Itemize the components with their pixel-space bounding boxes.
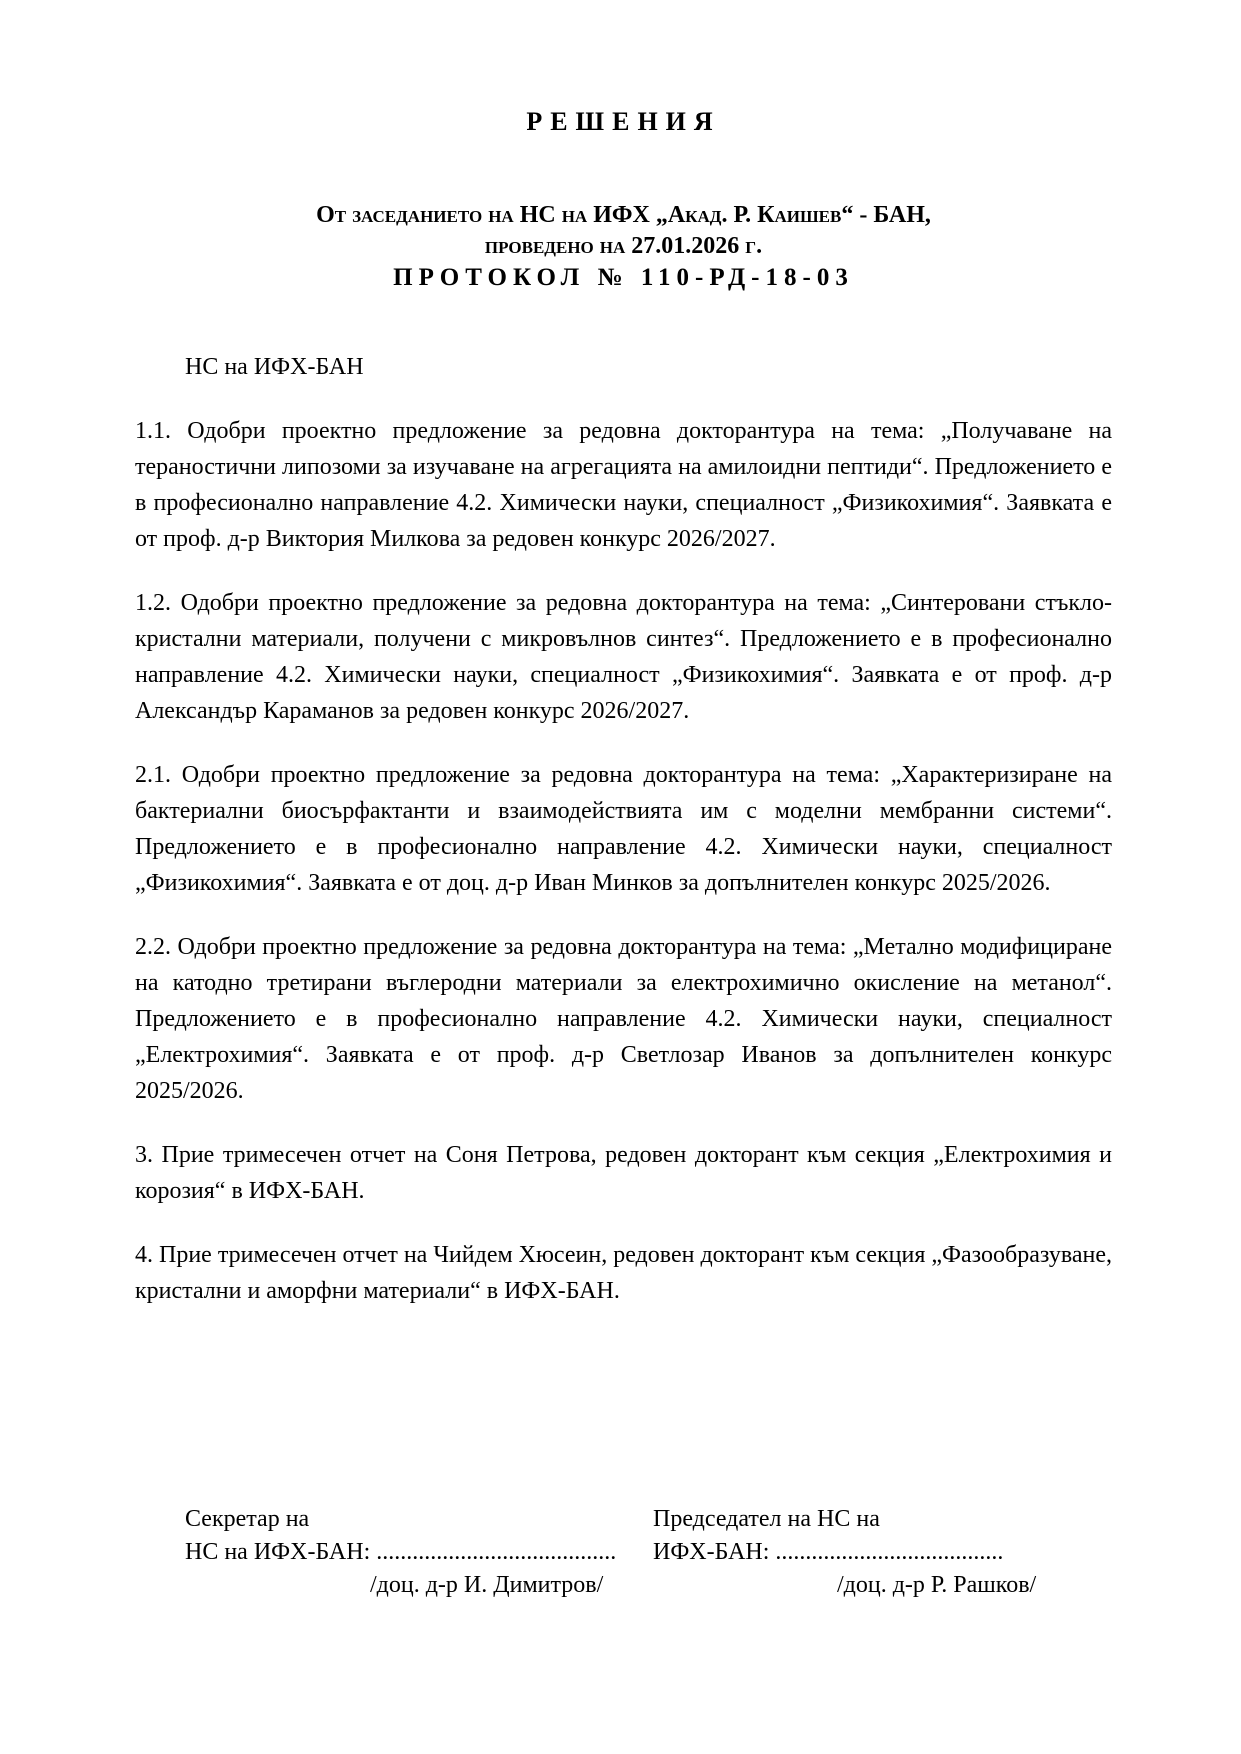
addressee-line: НС на ИФХ-БАН [185, 354, 364, 380]
secretary-signature-column [185, 1503, 618, 1602]
signature-block [135, 1503, 1112, 1602]
header-meeting-line: От заседанието на НС на ИФХ „Акад. Р. Каишев“ - БАН, [316, 202, 931, 228]
decision-paragraph-1-2: 1.2. Одобри проектно предложение за редовна докторантура на тема: „Синтеровани стъкло-кристални материали, получени с микровълнов синтез“. Предложението е в професионално направление 4.2. Химически науки, специалност „Физикохимия“. Заявката е от проф. д-р Александър Караманов за редовен конкурс 2026/2027. [135, 590, 1112, 724]
document-header-block [135, 200, 1112, 293]
secretary-role-line-1: Секретар на [185, 1506, 310, 1532]
chairman-signature-column [653, 1503, 1036, 1602]
decision-paragraph-1-1: 1.1. Одобри проектно предложение за редовна докторантура на тема: „Получаване на тераностични липозоми за изучаване на агрегацията на амилоидни пептиди“. Предложението е в професионално направление 4.2. Химически науки, специалност „Физикохимия“. Заявката е от проф. д-р Виктория Милкова за редовен конкурс 2026/2027. [135, 418, 1112, 552]
chairman-role-line-1: Председател на НС на [653, 1506, 880, 1532]
chairman-signature-dotted-line: ИФХ-БАН: ...................................... [653, 1539, 1004, 1565]
secretary-signature-dotted-line: НС на ИФХ-БАН: ........................................ [185, 1539, 617, 1565]
decision-paragraph-4: 4. Прие тримесечен отчет на Чийдем Хюсеин, редовен докторант към секция „Фазообразуване, кристални и аморфни материали“ в ИФХ-БАН. [135, 1242, 1113, 1304]
header-date-line: проведено на 27.01.2026 г. [484, 233, 763, 259]
header-protocol-number-line: ПРОТОКОЛ № 110-РД-18-03 [393, 264, 854, 291]
secretary-name: /доц. д-р И. Димитров/ [370, 1572, 604, 1598]
decision-paragraph-2-1: 2.1. Одобри проектно предложение за редовна докторантура на тема: „Характеризиране на бактериални биосърфактанти и взаимодействията им с моделни мембранни системи“. Предложението е в професионално направление 4.2. Химически науки, специалност „Физикохимия“. Заявката е от доц. д-р Иван Минков за допълнителен конкурс 2025/2026. [135, 762, 1112, 896]
chairman-name: /доц. д-р Р. Рашков/ [837, 1572, 1037, 1598]
decision-paragraph-2-2: 2.2. Одобри проектно предложение за редовна докторантура на тема: „Метално модифициране на катодно третирани въглеродни материали за електрохимично окисление на метанол“. Предложението е в професионално направление 4.2. Химически науки, специалност „Електрохимия“. Заявката е от проф. д-р Светлозар Иванов за допълнителен конкурс 2025/2026. [135, 934, 1112, 1104]
document-title: РЕШЕНИЯ [526, 107, 721, 136]
decision-paragraph-3: 3. Прие тримесечен отчет на Соня Петрова, редовен докторант към секция „Електрохимия и корозия“ в ИФХ-БАН. [135, 1142, 1112, 1204]
